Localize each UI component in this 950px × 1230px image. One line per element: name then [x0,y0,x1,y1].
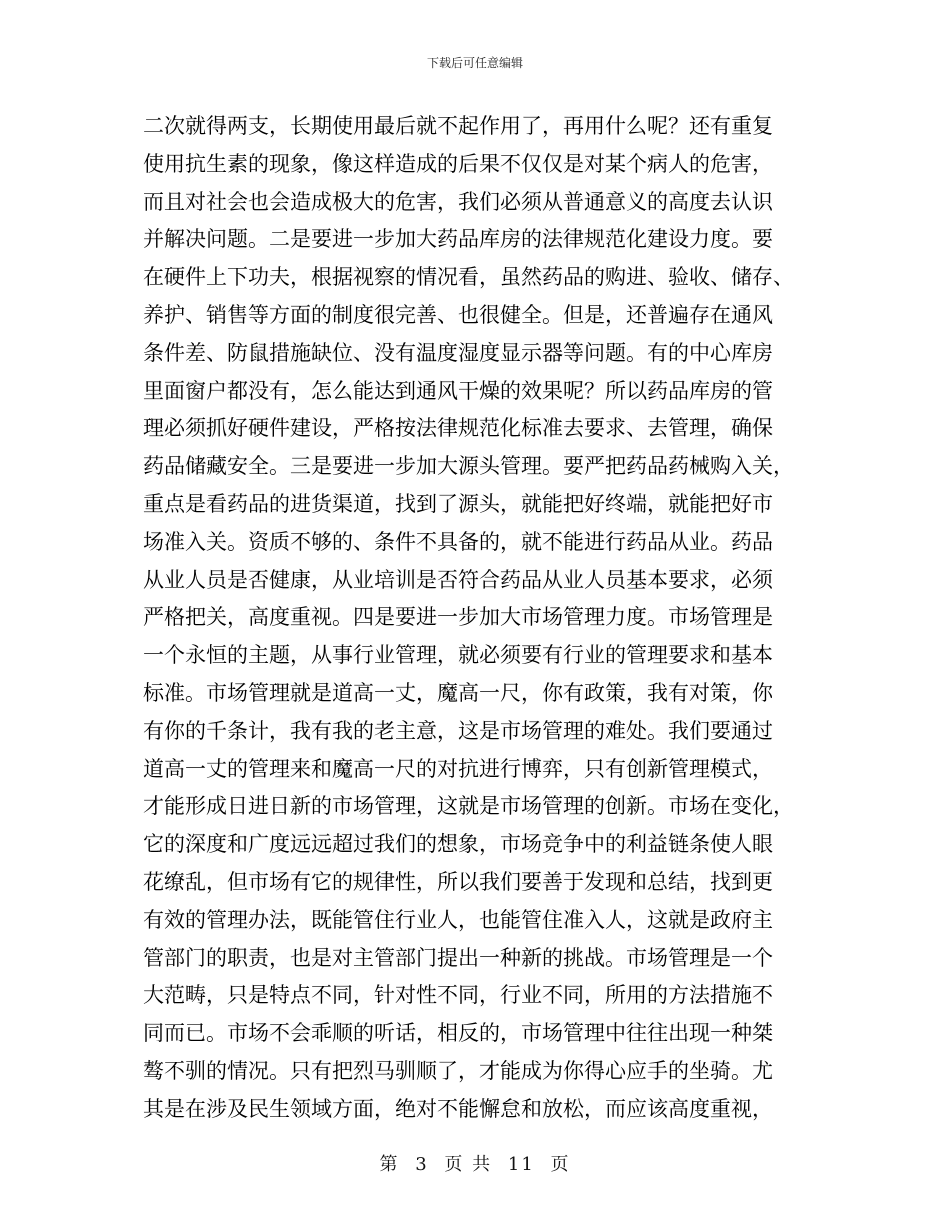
text-line: 同而已。市场不会乖顺的听话，相反的，市场管理中往往出现一种桀 [143,1021,773,1046]
text-line: 从业人员是否健康，从业培训是否符合药品从业人员基本要求，必须 [143,567,773,592]
footer-middle: 页 共 [444,1154,493,1175]
text-line: 一个永恒的主题，从事行业管理，就必须要有行业的管理要求和基本 [143,643,773,668]
text-line: 里面窗户都没有，怎么能达到通风干燥的效果呢？所以药品库房的管 [143,378,773,403]
text-line: 重点是看药品的进货渠道，找到了源头，就能把好终端，就能把好市 [143,491,773,516]
text-line: 药品储藏安全。三是要进一步加大源头管理。要严把药品药械购入关， [143,454,794,479]
text-line: 在硬件上下功夫，根据视察的情况看，虽然药品的购进、验收、储存、 [143,265,794,290]
text-line: 其是在涉及民生领域方面，绝对不能懈怠和放松，而应该高度重视， [143,1096,773,1121]
footer-prefix: 第 [379,1154,400,1175]
document-body [143,108,813,1129]
text-line: 才能形成日进日新的市场管理，这就是市场管理的创新。市场在变化， [143,794,794,819]
text-line: 有效的管理办法，既能管住行业人，也能管住准入人，这就是政府主 [143,907,773,932]
text-line: 理必须抓好硬件建设，严格按法律规范化标准去要求、去管理，确保 [143,416,773,441]
text-line: 并解决问题。二是要进一步加大药品库房的法律规范化建设力度。要 [143,227,773,252]
page-footer [0,1150,950,1176]
text-line: 花缭乱，但市场有它的规律性，所以我们要善于发现和总结，找到更 [143,869,773,894]
text-line: 有你的千条计，我有我的老主意，这是市场管理的难处。我们要通过 [143,718,773,743]
text-line: 使用抗生素的现象，像这样造成的后果不仅仅是对某个病人的危害， [143,151,773,176]
text-line: 管部门的职责，也是对主管部门提出一种新的挑战。市场管理是一个 [143,945,773,970]
footer-suffix: 页 [550,1154,571,1175]
text-line: 严格把关，高度重视。四是要进一步加大市场管理力度。市场管理是 [143,605,773,630]
text-line: 场准入关。资质不够的、条件不具备的，就不能进行药品从业。药品 [143,529,773,554]
text-line: 条件差、防鼠措施缺位、没有温度湿度显示器等问题。有的中心库房 [143,340,773,365]
page-header: 下载后可任意编辑 [426,56,523,70]
text-line: 骜不驯的情况。只有把烈马驯顺了，才能成为你得心应手的坐骑。尤 [143,1058,773,1083]
text-line: 而且对社会也会造成极大的危害，我们必须从普通意义的高度去认识 [143,189,773,214]
text-line: 养护、销售等方面的制度很完善、也很健全。但是，还普遍存在通风 [143,302,773,327]
total-page-count: 11 [507,1154,535,1175]
text-line: 它的深度和广度远远超过我们的想象，市场竞争中的利益链条使人眼 [143,832,773,857]
current-page-number: 3 [415,1154,429,1175]
text-line: 标准。市场管理就是道高一丈，魔高一尺，你有政策，我有对策，你 [143,680,773,705]
text-line: 大范畴，只是特点不同，针对性不同，行业不同，所用的方法措施不 [143,983,773,1008]
text-line: 二次就得两支，长期使用最后就不起作用了，再用什么呢？还有重复 [143,114,773,138]
text-line: 道高一丈的管理来和魔高一尺的对抗进行博弈，只有创新管理模式， [143,756,773,781]
